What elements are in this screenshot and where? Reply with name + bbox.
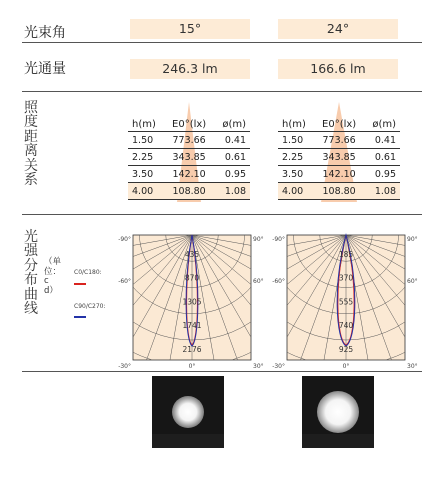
cell: 2.25 [278,149,315,166]
ring-value-label: 370 [338,273,354,283]
table-row [128,183,250,200]
ring-value-label: 740 [338,321,354,330]
col-h: h(m) [128,117,165,132]
unit-label: （单位：cd） [44,257,62,296]
cell: 343.85 [315,149,364,166]
angle-label: -30° [118,363,131,370]
angle-label: 30° [253,363,264,370]
cell: 4.00 [128,183,165,200]
polar-chart-1 [116,226,268,370]
legend-c0-swatch [74,283,86,285]
cell: 0.61 [213,149,250,166]
angle-label: 90° [253,236,264,243]
angle-label: 60° [253,278,264,285]
beam-photo-1 [152,376,224,448]
table-row [278,132,400,149]
table-row [128,166,250,183]
divider-1 [22,42,422,43]
cell: 142.10 [315,166,364,183]
ring-value-label: 1741 [182,321,202,330]
table-row [278,149,400,166]
polar-chart-2 [270,226,422,370]
col-diameter: ø(m) [363,117,400,132]
table-row [278,183,400,200]
cell: 773.66 [315,132,364,149]
luminous-flux-label: 光通量 [24,61,66,77]
table-row [128,149,250,166]
cell: 0.61 [363,149,400,166]
angle-label: -30° [272,363,285,370]
cell: 108.80 [315,183,364,200]
legend-c90-swatch [74,316,86,318]
ring-value-label: 925 [338,344,354,354]
angle-label: 30° [407,363,418,370]
distance-table-2 [278,117,400,200]
cell: 1.50 [128,132,165,149]
cell: 3.50 [278,166,315,183]
cell: 1.08 [213,183,250,200]
divider-2 [22,91,422,92]
ring-value-label: 435 [184,249,200,259]
beam-photo-2 [302,376,374,448]
distribution-label: 光强分布曲线 [24,229,38,318]
angle-label: 60° [407,278,418,285]
illuminance-distance-label: 照度距离关系 [24,100,38,189]
cell: 108.80 [165,183,214,200]
table-row [128,132,250,149]
angle-label: -90° [272,236,285,243]
cell: 4.00 [278,183,315,200]
distance-table-1 [128,117,250,200]
cell: 3.50 [128,166,165,183]
angle-label: 0° [188,363,196,370]
col-diameter: ø(m) [213,117,250,132]
ring-value-label: 2176 [182,344,202,354]
beam-angle-value-2: 24° [278,19,398,39]
light-spot [172,396,204,428]
table-row [278,166,400,183]
luminous-flux-value-1: 246.3 lm [130,59,250,79]
luminous-flux-value-2: 166.6 lm [278,59,398,79]
cell: 0.41 [363,132,400,149]
cell: 0.95 [363,166,400,183]
angle-label: -60° [118,278,131,285]
ring-value-label: 185 [338,249,354,259]
ring-value-label: 555 [338,297,354,307]
cell: 2.25 [128,149,165,166]
angle-label: 0° [342,363,350,370]
divider-3 [22,214,422,215]
light-spot [317,391,359,433]
col-e0: E0°(lx) [165,117,214,132]
col-e0: E0°(lx) [315,117,364,132]
ring-value-label: 870 [184,273,200,283]
legend-c0-label: C0/C180: [74,269,102,276]
photo-floor [152,434,224,448]
legend-c90-label: C90/C270: [74,303,106,310]
cell: 1.50 [278,132,315,149]
cell: 0.95 [213,166,250,183]
cell: 773.66 [165,132,214,149]
angle-label: 90° [407,236,418,243]
beam-angle-label: 光束角 [24,25,66,41]
cell: 1.08 [363,183,400,200]
angle-label: -90° [118,236,131,243]
photo-floor [302,434,374,448]
col-h: h(m) [278,117,315,132]
ring-value-label: 1305 [182,297,202,307]
divider-4 [22,371,422,372]
beam-angle-value-1: 15° [130,19,250,39]
cell: 142.10 [165,166,214,183]
angle-label: -60° [272,278,285,285]
cell: 0.41 [213,132,250,149]
cell: 343.85 [165,149,214,166]
